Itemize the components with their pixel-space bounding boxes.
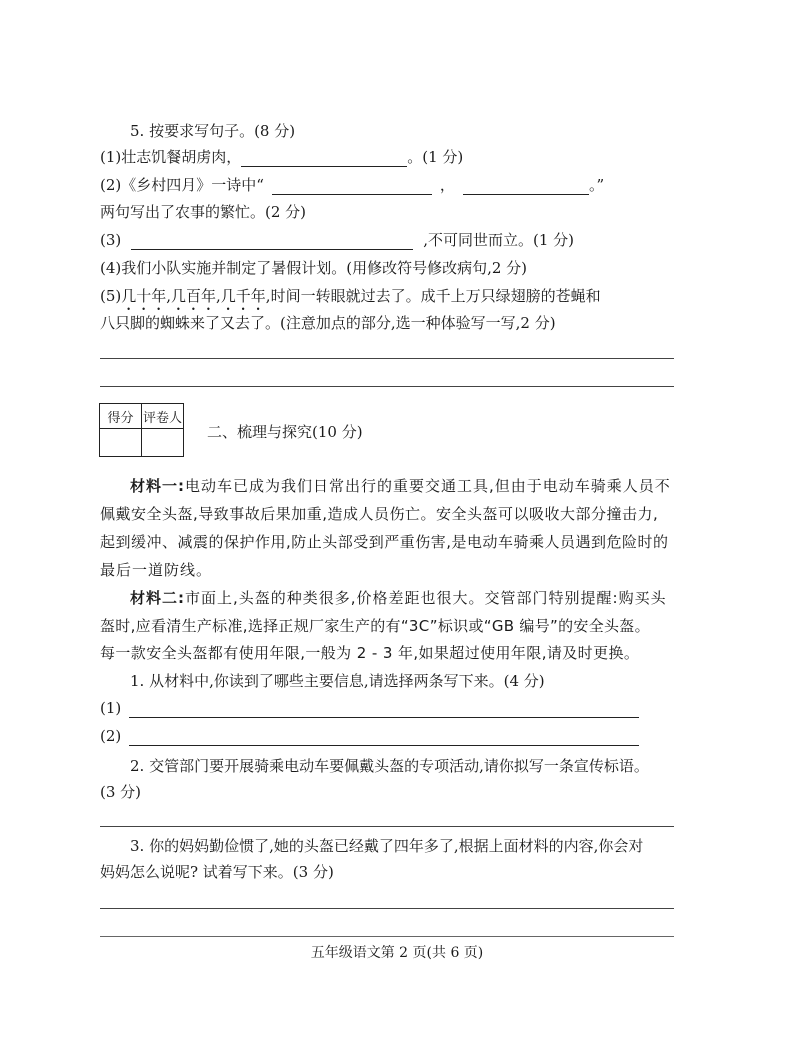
- question-1: 1. 从材料中,你读到了哪些主要信息,请选择两条写下来。(4 分): [130, 672, 545, 690]
- material-two-label: 材料二:: [130, 589, 185, 607]
- answer-blank[interactable]: [129, 702, 639, 718]
- question-5-3-prefix: (3): [100, 231, 122, 249]
- question-5-5: [100, 286, 601, 314]
- score-box: [99, 403, 184, 457]
- footer-divider: [100, 936, 674, 937]
- material-one-text: 电动车已成为我们日常出行的重要交通工具,但由于电动车骑乘人员不: [185, 477, 671, 495]
- question-5-3: [100, 230, 574, 250]
- question-3-line-1: 3. 你的妈妈勤俭惯了,她的头盔已经戴了四年多了,根据上面材料的内容,你会对: [130, 837, 644, 855]
- material-one-line-2: 佩戴安全头盔,导致事故后果加重,造成人员伤亡。安全头盔可以吸收大部分撞击力,: [100, 505, 659, 523]
- answer-blank[interactable]: [129, 730, 639, 746]
- material-two-line-1: [130, 588, 667, 608]
- material-one-line-4: 最后一道防线。: [100, 561, 213, 579]
- page-footer: 五年级语文第 2 页(共 6 页): [310, 945, 484, 961]
- question-5-5-continued: 八只脚的蜘蛛来了又去了。(注意加点的部分,选一种体验写一写,2 分): [100, 314, 556, 332]
- score-cell[interactable]: [100, 429, 142, 457]
- question-5-1-prefix: (1)壮志饥餐胡虏肉，: [100, 148, 242, 166]
- question-5-5-rest: ,时间一转眼就过去了。成千上万只绿翅膀的苍蝇和: [265, 287, 601, 305]
- question-2-line-2: (3 分): [100, 783, 142, 801]
- answer-blank[interactable]: [272, 179, 432, 195]
- question-5-5-prefix: (5): [100, 287, 122, 305]
- question-5-2: [100, 175, 604, 195]
- material-one-line-3: 起到缓冲、减震的保护作用,防止头部受到严重伤害,是电动车骑乘人员遇到危险时的: [100, 533, 669, 551]
- answer-line[interactable]: [100, 386, 674, 387]
- question-5-2-suffix: 。”: [588, 176, 605, 194]
- question-5-1: [100, 147, 463, 167]
- question-5-5-dotted: 几十年,几百年,几千年: [121, 287, 266, 305]
- question-3-line-2: 妈妈怎么说呢? 试着写下来。(3 分): [100, 863, 334, 881]
- material-two-text: 市面上,头盔的种类很多,价格差距也很大。交管部门特别提醒:购买头: [185, 589, 667, 607]
- material-one-line-1: [130, 476, 671, 496]
- score-label: 得分: [100, 404, 142, 429]
- material-two-line-2: 盔时,应看清生产标准,选择正规厂家生产的有“3C”标识或“GB 编号”的安全头盔。: [100, 617, 650, 635]
- question-5-2-continued: 两句写出了农事的繁忙。(2 分): [100, 203, 307, 221]
- question-5-2-prefix: (2)《乡村四月》一诗中“: [100, 176, 264, 194]
- question-5-2-comma: ，: [439, 176, 455, 194]
- answer-line[interactable]: [100, 358, 674, 359]
- question-1-1-label: (1): [100, 699, 122, 717]
- reviewer-label: 评卷人: [142, 404, 184, 429]
- question-5-3-suffix: ,不可同世而立。(1 分): [423, 231, 575, 249]
- question-5-1-suffix: 。(1 分): [407, 148, 464, 166]
- question-1-1: [100, 698, 639, 718]
- question-1-2-label: (2): [100, 727, 122, 745]
- question-1-2: [100, 726, 639, 746]
- answer-blank[interactable]: [463, 179, 589, 195]
- question-2-line-1: 2. 交管部门要开展骑乘电动车要佩戴头盔的专项活动,请你拟写一条宣传标语。: [130, 757, 649, 775]
- answer-line[interactable]: [100, 826, 674, 827]
- question-5-title: 5. 按要求写句子。(8 分): [130, 122, 296, 140]
- material-one-label: 材料一:: [130, 477, 185, 495]
- answer-line[interactable]: [100, 908, 674, 909]
- reviewer-cell[interactable]: [142, 429, 184, 457]
- answer-blank[interactable]: [131, 234, 413, 250]
- question-5-4: (4)我们小队实施并制定了暑假计划。(用修改符号修改病句,2 分): [100, 259, 528, 277]
- section-two-title: 二、梳理与探究(10 分): [207, 423, 363, 441]
- material-two-line-3: 每一款安全头盔都有使用年限,一般为 2 - 3 年,如果超过使用年限,请及时更换。: [100, 644, 640, 662]
- answer-blank[interactable]: [241, 151, 407, 167]
